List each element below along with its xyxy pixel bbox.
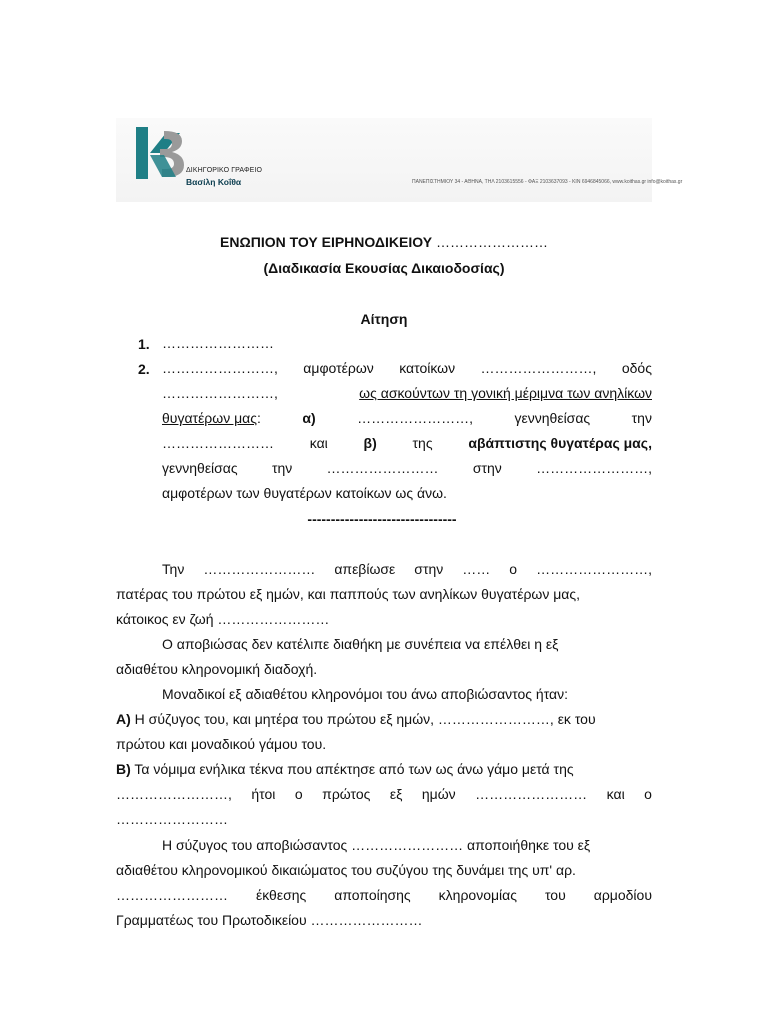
court-heading — [116, 234, 652, 250]
word: αποποίησης — [334, 887, 411, 903]
paragraph-3 — [116, 682, 652, 707]
word: την — [271, 460, 293, 476]
word: ……………………, — [357, 410, 474, 426]
word: …… — [462, 561, 491, 577]
word: αμφοτέρων — [303, 360, 374, 376]
court-dots: …………………… — [435, 234, 548, 250]
paragraph-2-line-2: αδιαθέτου κληρονομική διαδοχή. — [116, 661, 318, 677]
paragraph-a-line-1 — [116, 707, 652, 732]
paragraph-1-line-3: κάτοικος εν ζωή …………………… — [116, 611, 330, 627]
word: …………………… — [162, 435, 274, 451]
party-2-line-3 — [162, 406, 652, 431]
document-title: Αίτηση — [360, 311, 408, 327]
word: και — [606, 786, 625, 802]
word: κληρονομίας — [438, 887, 517, 903]
word: ……………………, — [536, 460, 652, 476]
label-b: Β) — [116, 761, 131, 777]
party-2-line-2 — [162, 381, 652, 406]
paragraph-4-line-3 — [116, 883, 652, 908]
word: ……………………, — [536, 561, 652, 577]
party-2-line-5 — [162, 456, 652, 481]
word: στην — [472, 460, 502, 476]
paragraph-2-line-1: Ο αποβιώσας δεν κατέλιπε διαθήκη με συνέπεια να επέλθει η εξ — [162, 636, 559, 652]
party-1-number: 1. — [138, 336, 150, 352]
procedure-heading: (Διαδικασία Εκουσίας Δικαιοδοσίας) — [263, 260, 505, 276]
word: της — [412, 435, 433, 451]
firm-type: ΔΙΚΗΓΟΡΙΚΟ ΓΡΑΦΕΙΟ — [186, 167, 263, 174]
paragraph-1 — [116, 557, 652, 632]
word: γεννηθείσας — [162, 460, 238, 476]
party-2-line-6: αμφοτέρων των θυγατέρων κατοίκων ως άνω. — [162, 485, 447, 501]
word: ο — [509, 561, 518, 577]
party-1-text: …………………… — [162, 335, 274, 351]
word: ο — [644, 786, 652, 802]
firm-logo-icon — [136, 127, 186, 179]
party-2-number: 2. — [138, 361, 150, 377]
separator-line — [162, 507, 602, 532]
paragraph-a-line-2: πρώτου και μοναδικού γάμου του. — [116, 736, 327, 752]
word: πρώτος — [322, 786, 371, 802]
paragraph-1-line-2: πατέρας του πρώτου εξ ημών, και παππούς των ανηλίκων θυγατέρων μας, — [116, 586, 581, 602]
word: αρμοδίου — [593, 887, 652, 903]
word: …………………… — [326, 460, 439, 476]
paragraph-b-line-2 — [116, 782, 652, 807]
court-name: ΕΝΩΠΙΟΝ ΤΟΥ ΕΙΡΗΝΟΔΙΚΕΙΟΥ — [220, 234, 433, 250]
paragraph-4-line-1: Η σύζυγος του αποβιώσαντος …………………… αποποιήθηκε του εξ — [162, 837, 591, 853]
paragraph-1-line-1 — [116, 557, 652, 582]
underlined-text: ως ασκούντων τη γονική μέριμνα των ανηλίκων — [359, 385, 652, 401]
colon: : — [257, 410, 261, 426]
word: οδός — [621, 360, 652, 376]
firm-name: Βασίλη Κοΐθα — [186, 177, 242, 187]
label-alpha: α) — [302, 410, 316, 426]
word: εξ — [389, 786, 403, 802]
word: …………………… — [203, 561, 316, 577]
word: κατοίκων — [399, 360, 456, 376]
word: έκθεσης — [255, 887, 307, 903]
paragraph-4 — [116, 833, 652, 933]
word: …………………… — [116, 887, 228, 903]
paragraph-b — [116, 757, 652, 832]
text: Τα νόμιμα ενήλικα τέκνα που απέκτησε από των ως άνω γάμο μετά της — [134, 761, 574, 777]
word: ημών — [421, 786, 456, 802]
text: Η σύζυγος του, και μητέρα του πρώτου εξ ημών, ……………………, εκ του — [134, 711, 596, 727]
word: …………………… — [475, 786, 588, 802]
paragraph-b-line-3: …………………… — [116, 811, 228, 827]
firm-contact: ΠΑΝΕΠΙΣΤΗΜΙΟΥ 34 - ΑΘΗΝΑ, ΤΗΛ 2103615556 - ΦΑΞ 2103637093 - ΚΙΝ 6946845066, www.koithas.gr info@koithas.gr — [412, 179, 683, 185]
word: ……………………, — [162, 385, 278, 401]
word: στην — [414, 561, 444, 577]
word: ……………………, — [162, 360, 278, 376]
word: ……………………, — [116, 786, 232, 802]
label-a: Α) — [116, 711, 131, 727]
party-2-line-4 — [162, 431, 652, 456]
word: του — [544, 887, 566, 903]
bold-text: αβάπτιστης θυγατέρας μας, — [468, 435, 652, 451]
underlined-text: θυγατέρων μας — [162, 410, 257, 426]
word: την — [631, 410, 652, 426]
word: ήτοι — [251, 786, 276, 802]
separator: -------------------------------- — [307, 511, 457, 527]
paragraph-4-line-2: αδιαθέτου κληρονομικού δικαιώματος του συζύγου της δυνάμει της υπ' αρ. — [116, 862, 576, 878]
paragraph-3-line-1: Μοναδικοί εξ αδιαθέτου κληρονόμοι του άνω αποβιώσαντος ήταν: — [162, 686, 569, 702]
word: και — [309, 435, 328, 451]
word: ……………………, — [480, 360, 597, 376]
word: γεννηθείσας — [514, 410, 591, 426]
paragraph-2 — [116, 632, 652, 682]
party-1 — [162, 331, 652, 356]
word: απεβίωσε — [334, 561, 396, 577]
letterhead — [116, 118, 683, 202]
paragraph-4-line-4: Γραμματέως του Πρωτοδικείου …………………… — [116, 912, 423, 928]
party-2-line-1 — [162, 356, 652, 381]
label-beta: β) — [363, 435, 377, 451]
paragraph-a — [116, 707, 652, 757]
paragraph-b-line-1 — [116, 757, 652, 782]
word: Την — [162, 561, 185, 577]
word: ο — [294, 786, 303, 802]
party-2 — [162, 356, 652, 506]
